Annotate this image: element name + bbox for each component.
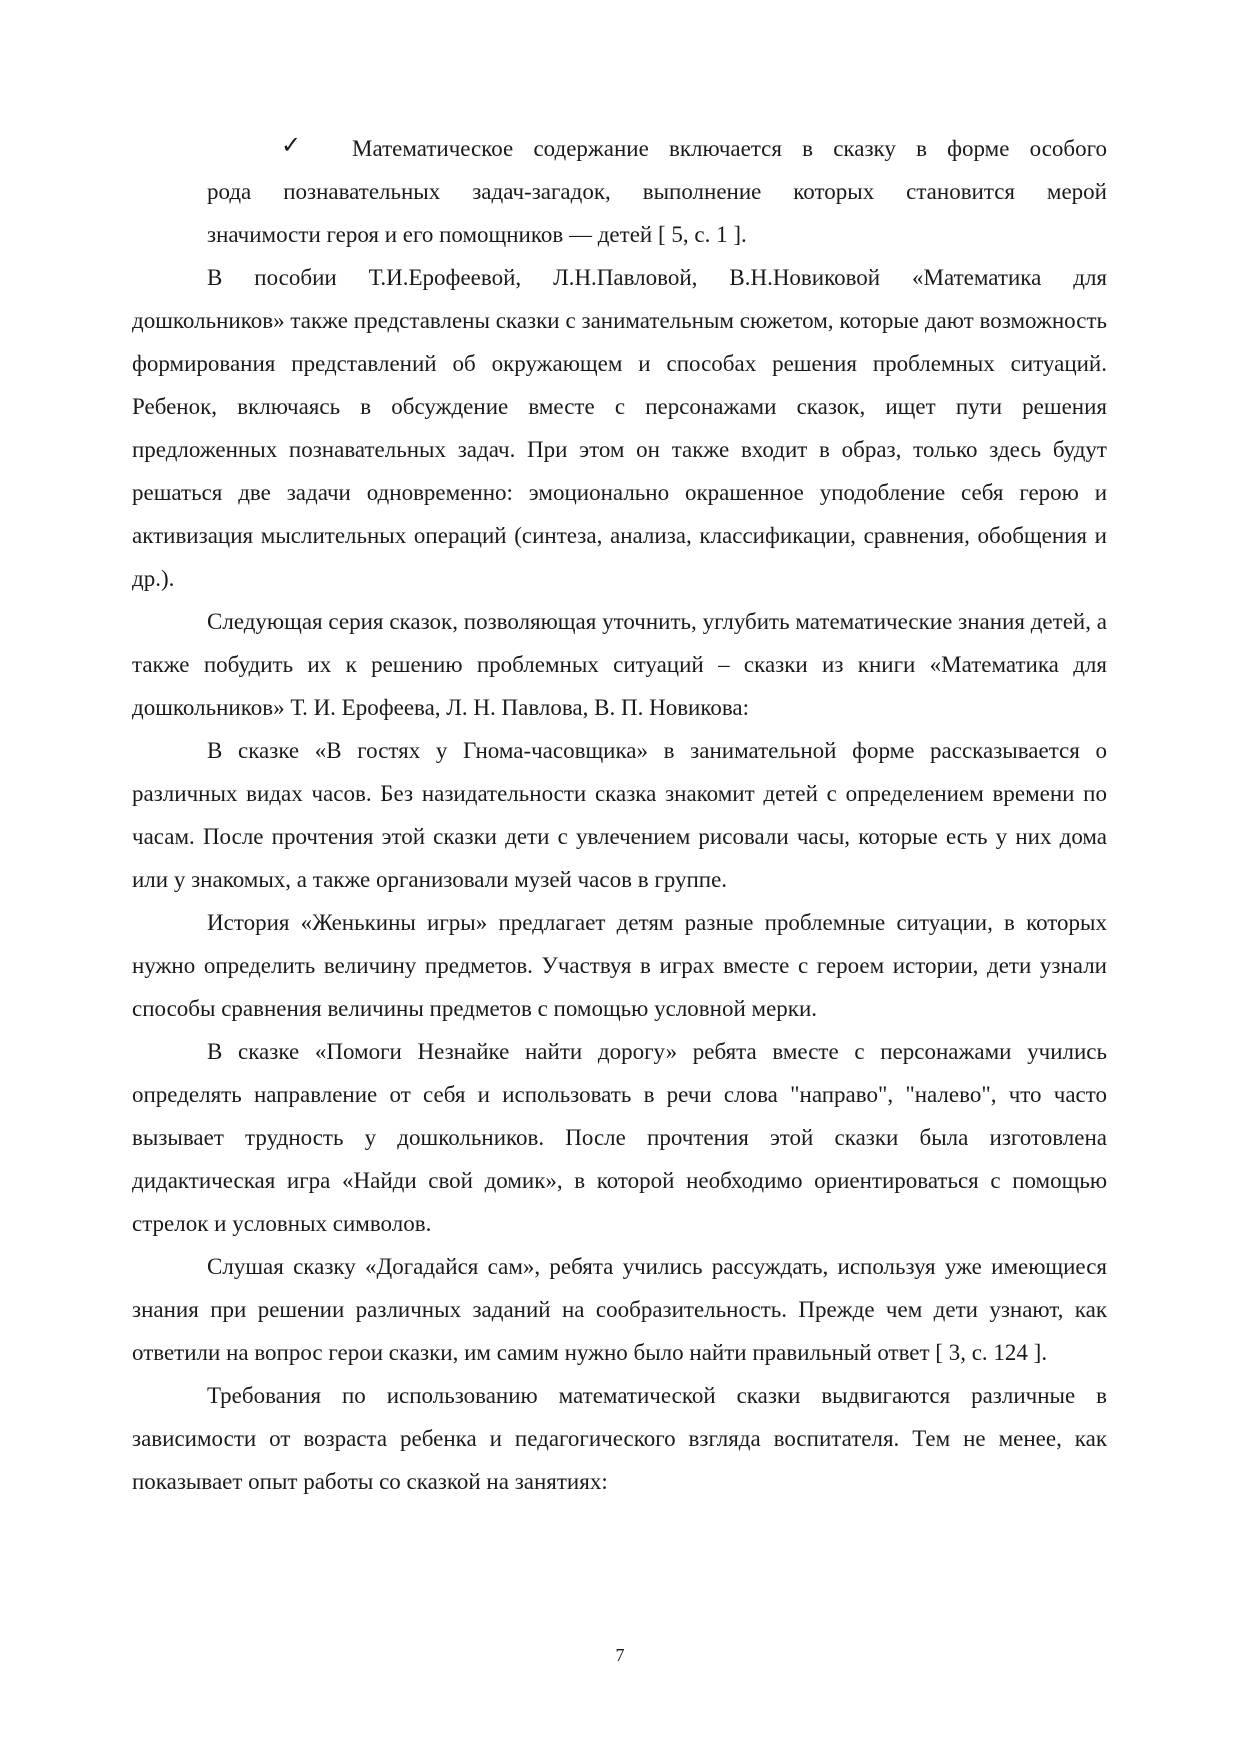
bullet-line: рода познавательных задач-загадок, выполнение которых становится мерой	[207, 179, 1107, 204]
body-text	[132, 256, 1107, 1503]
paragraph: История «Женькины игры» предлагает детям разные проблемные ситуации, в которых нужно определить величину предметов. Участвуя в играх вместе с героем истории, дети узнали способы сравнения величины предметов с помощью условной мерки.	[132, 910, 1107, 1021]
bullet-item	[207, 127, 1107, 256]
paragraph: Слушая сказку «Догадайся сам», ребята учились рассуждать, используя уже имеющиеся знания при решении различных заданий на сообразительность. Прежде чем дети узнают, как ответили на вопрос герои сказки, им самим нужно было найти правильный ответ [ 3, с. 124 ].	[132, 1254, 1107, 1365]
paragraph: В пособии Т.И.Ерофеевой, Л.Н.Павловой, В.Н.Новиковой «Математика для дошкольников» также представлены сказки с занимательным сюжетом, которые дают возможность формирования представлений об окружающем и способах решения проблемных ситуаций. Ребенок, включаясь в обсуждение вместе с персонажами сказок, ищет пути решения предложенных познавательных задач. При этом он также входит в образ, только здесь будут решаться две задачи одновременно: эмоционально окрашенное уподобление себя герою и активизация мыслительных операций (синтеза, анализа, классификации, сравнения, обобщения и др.).	[132, 265, 1107, 591]
checkmark-icon: ✓	[281, 131, 302, 159]
bullet-line: Математическое содержание включается в сказку в форме особого	[352, 136, 1107, 161]
paragraph: В сказке «В гостях у Гнома-часовщика» в занимательной форме рассказывается о различных видах часов. Без назидательности сказка знакомит детей с определением времени по часам. После прочтения этой сказки дети с увлечением рисовали часы, которые есть у них дома или у знакомых, а также организовали музей часов в группе.	[132, 738, 1107, 892]
bullet-line: значимости героя и его помощников — детей [ 5, с. 1 ].	[207, 222, 747, 247]
paragraph: В сказке «Помоги Незнайке найти дорогу» ребята вместе с персонажами учились определять направление от себя и использовать в речи слова "направо", "налево", что часто вызывает трудность у дошкольников. После прочтения этой сказки была изготовлена дидактическая игра «Найди свой домик», в которой необходимо ориентироваться с помощью стрелок и условных символов.	[132, 1039, 1107, 1236]
paragraph: Следующая серия сказок, позволяющая уточнить, углубить математические знания детей, а также побудить их к решению проблемных ситуаций – сказки из книги «Математика для дошкольников» Т. И. Ерофеева, Л. Н. Павлова, В. П. Новикова:	[132, 609, 1107, 720]
paragraph: Требования по использованию математической сказки выдвигаются различные в зависимости от возраста ребенка и педагогического взгляда воспитателя. Тем не менее, как показывает опыт работы со сказкой на занятиях:	[132, 1383, 1107, 1494]
page-number: 7	[615, 1645, 625, 1665]
